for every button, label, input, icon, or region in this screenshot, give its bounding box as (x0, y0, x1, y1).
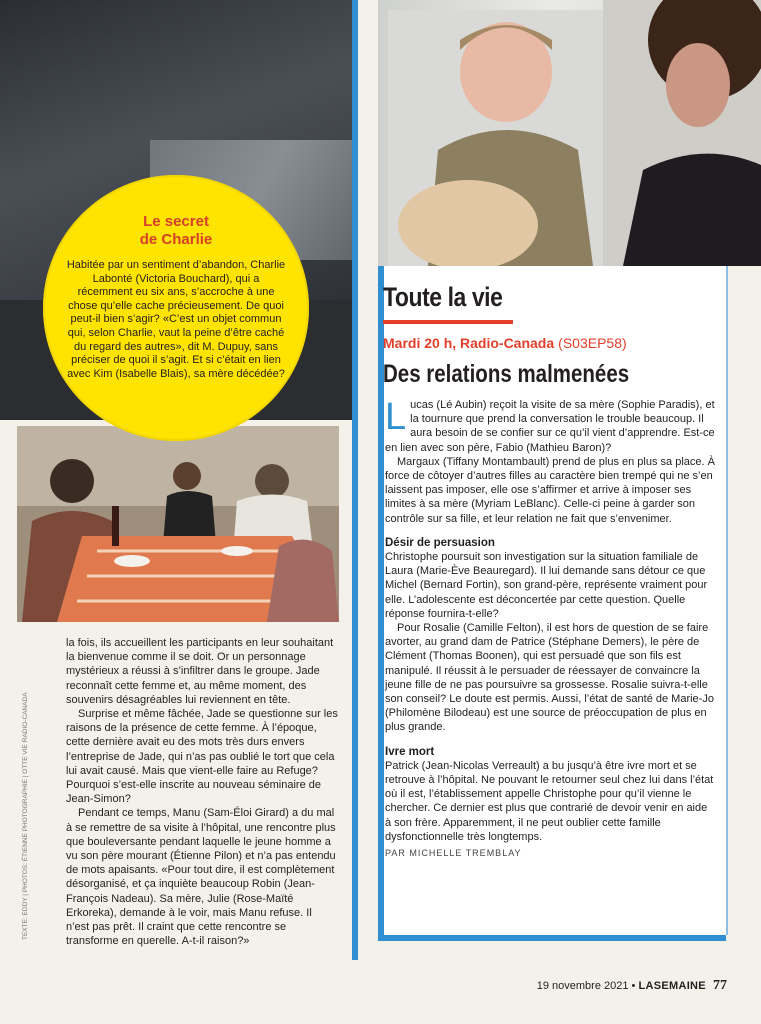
photo-person-curly-hair (603, 0, 761, 266)
dropcap: L (385, 396, 407, 438)
article-paragraph-1 (385, 398, 715, 455)
footer-separator: • (631, 980, 636, 992)
sidebar-title-line1: Le secret (143, 213, 209, 230)
left-column (66, 636, 338, 948)
photo-family-dinner (17, 426, 339, 622)
photo-two-women (378, 0, 761, 266)
sidebar-title-line2: de Charlie (139, 231, 213, 248)
article-paragraph-2: Margaux (Tiffany Montambault) prend de plus en plus sa place. À force de côtoyer d’autres filles au caractère bien trempé qui ne s’en laissent pas imposer, elle ose s’affirmer et arrive à imposer ses limites à sa mère (Myriam LeBlanc). Celle-ci peine à garder son contrôle sur sa fille, et leur relation ne fait que s’envenimer. (385, 455, 715, 525)
article-headline: Des relations malmenées (383, 360, 630, 388)
show-title: Toute la vie (383, 282, 503, 312)
subheading-ivre-mort: Ivre mort (385, 745, 435, 758)
blue-frame-left (352, 0, 358, 960)
schedule-time-network: Mardi 20 h, Radio-Canada (383, 335, 555, 351)
left-paragraph-3: Pendant ce temps, Manu (Sam-Éloi Girard) a du mal à se remettre de sa visite à l’hôpital, une rencontre plus que bouleversante pendant laquelle le jeune homme a vu son père mourant (Étienne Pilon) et n’a pas entendu de mots apaisants. «Pour tout dire, il est complètement désorganisé, et ça inquiète beaucoup Robin (Jean-François Nadeau). Sa mère, Julie (Rose-Maïté Erkoreka), demande à le voir, mais Manu refuse. Il n’est pas prêt. Il craint que cette rencontre se transforme en querelle. A-t-il raison?» (66, 807, 336, 948)
photo-credit: TEXTE: EDDY | PHOTOS: ÉTIENNE PHOTOGRAPHIE | OTTE VIE RADIO-CANADA (22, 692, 29, 940)
sidebar-body: Habitée par un sentiment d’abandon, Charlie Labonté (Victoria Bouchard), qui a récemment eu six ans, s’accroche à une chose qu’elle cache précieusement. De quoi peut-il bien s’agir? «C’est un objet commun qui, selon Charlie, vaut la peine d’être caché du regard des autres», dit M. Dupuy, sans préciser de quoi il s’agit. Et si c’était en lien avec Kim (Isabelle Blais), sa mère décédée? (66, 259, 286, 380)
show-schedule (383, 335, 627, 351)
page-footer (537, 978, 727, 994)
subheading-persuasion: Désir de persuasion (385, 536, 495, 549)
article-body (385, 398, 715, 860)
episode-code: (S03EP58) (558, 335, 627, 351)
page-number: 77 (713, 978, 727, 993)
article-paragraph-1-text: ucas (Lé Aubin) reçoit la visite de sa mère (Sophie Paradis), et la tournure que prend la conversation le trouble beaucoup. Il aura besoin de se confier sur ce qu’il vient d’apprendre. Est-ce en lien avec son père, Fabio (Mathieu Baron)? (385, 399, 715, 454)
photo-person-pregnant (388, 10, 608, 266)
magazine-brand: LASEMAINE (638, 980, 706, 992)
blue-frame-bottom (384, 935, 726, 941)
title-underline (383, 320, 513, 324)
left-paragraph-1: la fois, ils accueillent les participants en leur souhaitant la bienvenue comme il se doit. Or un personnage mystérieux a réussi à s’infiltrer dans le groupe. Jade reconnaît cette femme et, au même moment, des souvenirs désagréables lui reviennent en tête. (66, 637, 334, 706)
left-paragraph-2: Surprise et même fâchée, Jade se questionne sur les raisons de la présence de cette femme. À l’époque, cette dernière avait eu des mots très durs envers l’entreprise de Jade, qui n’as pas oublié le tort que cela lui avait causé. Mais que vient-elle faire au Refuge? Pourquoi s’est-elle inscrite au nouveau séminaire de Jean-Simon? (66, 708, 338, 806)
issue-date: 19 novembre 2021 (536, 980, 629, 992)
byline: PAR MICHELLE TREMBLAY (385, 848, 522, 859)
sidebar-title (43, 213, 309, 249)
article-paragraph-5: Patrick (Jean-Nicolas Verreault) a bu jusqu’à être ivre mort et se retrouve à l’hôpital. Ne pouvant le retourner seul chez lui dans l’état où il est, l’établissement appelle Christophe pour qu’il vienne le chercher. Ce dernier est plus que contrarié de devoir venir en aide à son frère. Apparemment, il ne peut oublier cette famille dysfonctionnelle très longtemps. (385, 759, 714, 843)
article-paragraph-3: Christophe poursuit son investigation sur la situation familiale de Laura (Marie-Ève Beauregard). Il lui demande sans détour ce que Michel (Bernard Fortin), son grand-père, représente vraiment pour elle. L’adolescente est déconcertée par cette question. Quelle réponse fournira-t-elle? (385, 551, 708, 620)
article-paragraph-4: Pour Rosalie (Camille Felton), il est hors de question de se faire avorter, au grand dam de Patrice (Stéphane Demers), le père de Clément (Thomas Boonen), qui est persuadé que son fils est manipulé. Il réussit à le persuader de réessayer de convaincre la jeune fille de ne pas poursuivre sa grossesse. Rosalie suivra-t-elle son conseil? Le doute est permis. Aussi, l’état de santé de Marie-Jo (Philomène Bilodeau) est une source de préoccupation de plus en plus grande. (385, 622, 714, 734)
sidebar-circle (43, 175, 309, 441)
